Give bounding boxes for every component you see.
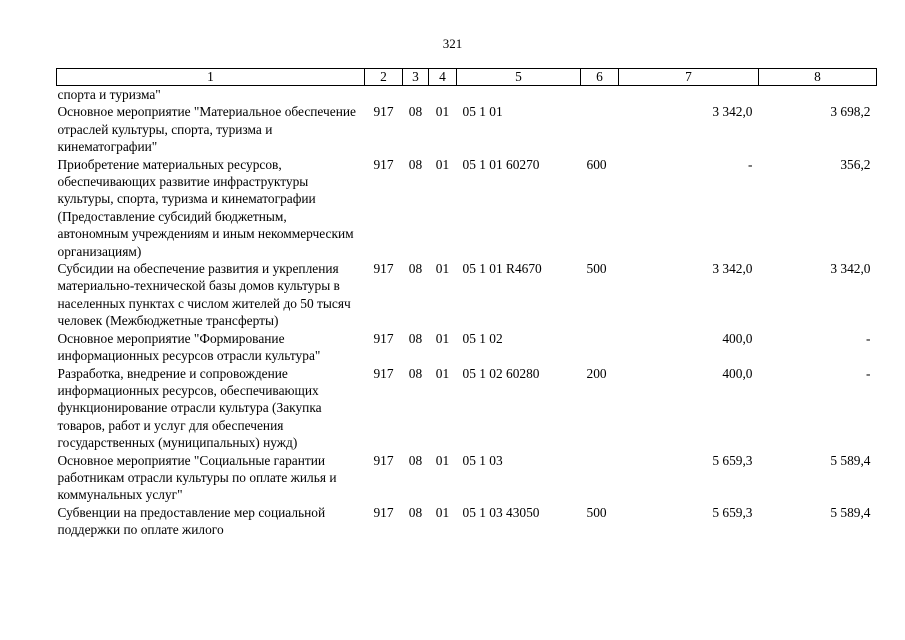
row-code-section: 08 bbox=[408, 330, 423, 346]
row-name: Разработка, внедрение и сопровождение информационных ресурсов, обеспечивающих функционирование отрасли культура (Закупка товаров, работ и услуг для обеспечения государственных (муниципальных) нужд) bbox=[57, 365, 322, 451]
header-col-6: 6 bbox=[581, 69, 619, 86]
table-row bbox=[57, 103, 877, 155]
row-code-ministry: 917 bbox=[373, 452, 394, 468]
table-row bbox=[57, 156, 877, 260]
row-name: Субвенции на предоставление мер социальной поддержки по оплате жилого bbox=[57, 504, 326, 538]
row-code-subsection: 01 bbox=[435, 261, 450, 277]
row-code-target: 05 1 03 bbox=[462, 452, 503, 468]
row-code-target bbox=[457, 86, 581, 104]
row-amount-2: 5 589,4 bbox=[830, 504, 871, 520]
row-code-ministry: 917 bbox=[373, 330, 394, 346]
row-code-section: 08 bbox=[408, 261, 423, 277]
header-col-4: 4 bbox=[429, 69, 457, 86]
row-code-expense-type: 500 bbox=[586, 504, 607, 520]
row-amount-1: 5 659,3 bbox=[712, 452, 753, 468]
row-code-subsection: 01 bbox=[435, 504, 450, 520]
row-code-expense-type bbox=[581, 103, 619, 155]
row-code-expense-type bbox=[581, 86, 619, 104]
row-amount-1: - bbox=[748, 156, 753, 172]
row-code-ministry bbox=[365, 86, 403, 104]
table-row bbox=[57, 452, 877, 504]
row-code-subsection: 01 bbox=[435, 330, 450, 346]
row-code-expense-type: 600 bbox=[586, 156, 607, 172]
row-code-target: 05 1 01 R4670 bbox=[462, 261, 542, 277]
row-amount-2: - bbox=[866, 330, 871, 346]
row-amount-1 bbox=[619, 86, 759, 104]
row-code-target: 05 1 03 43050 bbox=[462, 504, 540, 520]
row-name: Основное мероприятие "Формирование информационных ресурсов отрасли культура" bbox=[57, 330, 321, 364]
row-code-section: 08 bbox=[408, 504, 423, 520]
row-amount-2 bbox=[759, 86, 877, 104]
row-amount-2: - bbox=[866, 365, 871, 381]
table-row bbox=[57, 504, 877, 539]
table-row bbox=[57, 260, 877, 330]
header-col-7: 7 bbox=[619, 69, 759, 86]
row-code-expense-type: 500 bbox=[586, 261, 607, 277]
budget-table bbox=[56, 68, 877, 539]
row-amount-1: 400,0 bbox=[722, 365, 753, 381]
row-code-subsection bbox=[429, 86, 457, 104]
row-code-expense-type bbox=[581, 452, 619, 504]
row-code-section: 08 bbox=[408, 452, 423, 468]
row-code-subsection: 01 bbox=[435, 365, 450, 381]
row-amount-1: 5 659,3 bbox=[712, 504, 753, 520]
header-row bbox=[57, 69, 877, 86]
row-name: Приобретение материальных ресурсов, обеспечивающих развитие инфраструктуры культуры, спорта, туризма и кинематографии (Предоставление субсидий бюджетным, автономным учреждениям и иным некоммерческим организациям) bbox=[57, 156, 354, 259]
row-amount-2: 3 698,2 bbox=[830, 104, 871, 120]
row-code-subsection: 01 bbox=[435, 156, 450, 172]
row-name: спорта и туризма" bbox=[57, 87, 161, 102]
header-col-1: 1 bbox=[57, 69, 365, 86]
table-row bbox=[57, 86, 877, 104]
row-code-section bbox=[403, 86, 429, 104]
row-code-ministry: 917 bbox=[373, 365, 394, 381]
row-amount-2: 3 342,0 bbox=[830, 261, 871, 277]
row-code-target: 05 1 01 60270 bbox=[462, 156, 540, 172]
row-code-target: 05 1 01 bbox=[462, 104, 503, 120]
header-col-5: 5 bbox=[457, 69, 581, 86]
row-code-subsection: 01 bbox=[435, 104, 450, 120]
row-amount-2: 356,2 bbox=[840, 156, 871, 172]
row-code-section: 08 bbox=[408, 104, 423, 120]
row-code-section: 08 bbox=[408, 365, 423, 381]
header-col-3: 3 bbox=[403, 69, 429, 86]
page-number: 321 bbox=[442, 36, 463, 51]
row-code-expense-type bbox=[581, 330, 619, 365]
row-code-target: 05 1 02 bbox=[462, 330, 503, 346]
row-amount-1: 400,0 bbox=[722, 330, 753, 346]
row-code-ministry: 917 bbox=[373, 104, 394, 120]
header-col-2: 2 bbox=[365, 69, 403, 86]
table-row bbox=[57, 330, 877, 365]
row-code-ministry: 917 bbox=[373, 156, 394, 172]
row-code-subsection: 01 bbox=[435, 452, 450, 468]
row-name: Субсидии на обеспечение развития и укрепления материально-технической базы домов культуры в населенных пунктах с числом жителей до 50 тысяч человек (Межбюджетные трансферты) bbox=[57, 261, 351, 329]
row-code-ministry: 917 bbox=[373, 261, 394, 277]
row-amount-2: 5 589,4 bbox=[830, 452, 871, 468]
row-name: Основное мероприятие "Материальное обеспечение отраслей культуры, спорта, туризма и кинематографии" bbox=[57, 104, 356, 155]
row-code-expense-type: 200 bbox=[586, 365, 607, 381]
table-row bbox=[57, 365, 877, 452]
header-col-8: 8 bbox=[759, 69, 877, 86]
row-amount-1: 3 342,0 bbox=[712, 261, 753, 277]
row-code-target: 05 1 02 60280 bbox=[462, 365, 540, 381]
row-code-ministry: 917 bbox=[373, 504, 394, 520]
row-name: Основное мероприятие "Социальные гарантии работникам отрасли культуры по оплате жилья и коммунальных услуг" bbox=[57, 452, 337, 503]
row-code-section: 08 bbox=[408, 156, 423, 172]
row-amount-1: 3 342,0 bbox=[712, 104, 753, 120]
